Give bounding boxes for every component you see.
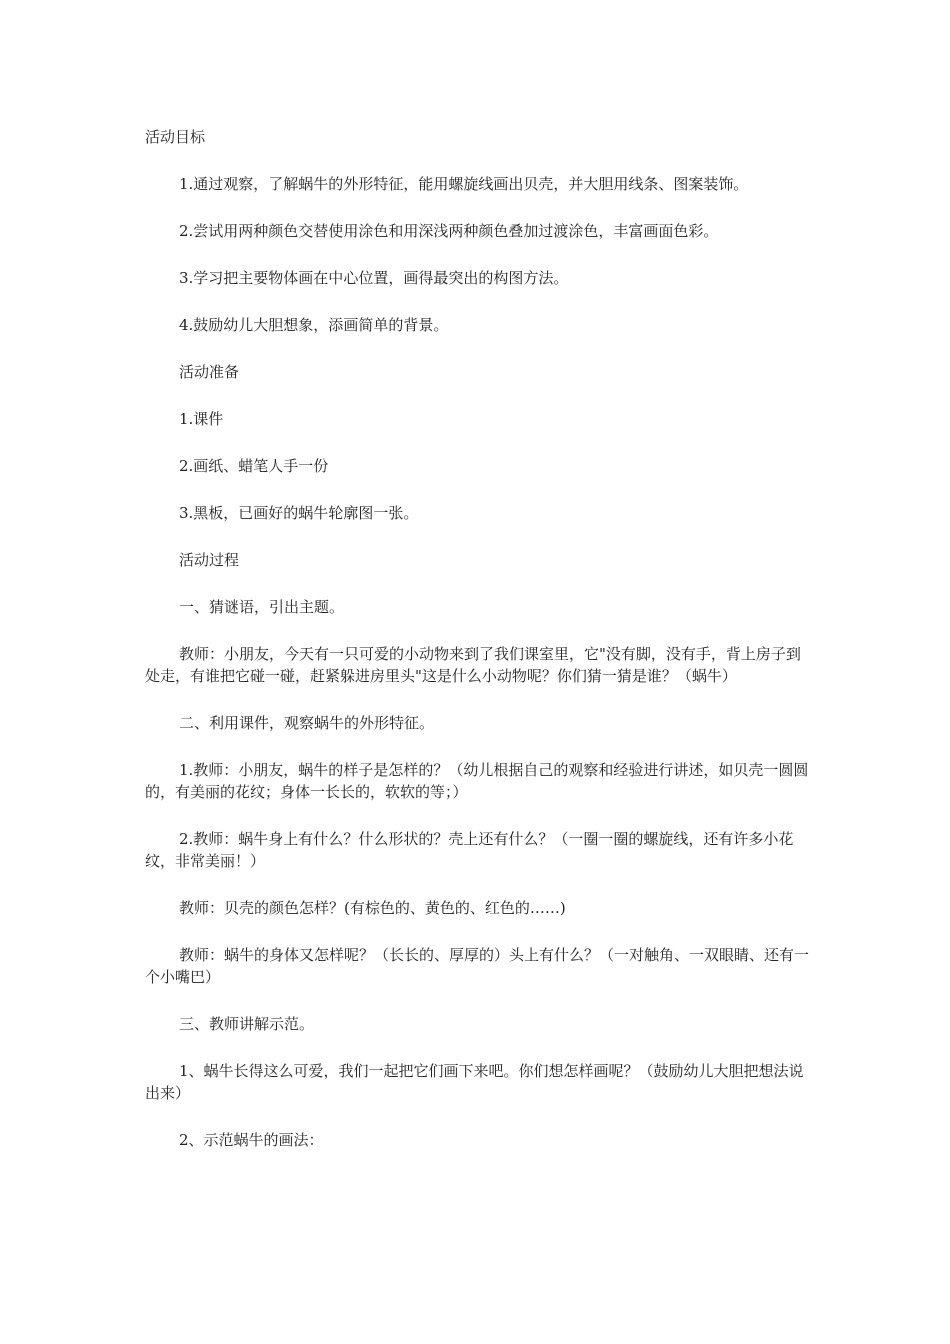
paragraph: 3.学习把主要物体画在中心位置，画得最突出的构图方法。	[179, 269, 569, 287]
paragraph: 一、猜谜语，引出主题。	[179, 598, 345, 616]
paragraph: 三、教师讲解示范。	[179, 1015, 315, 1033]
paragraph: 教师：小朋友，今天有一只可爱的小动物来到了我们课室里，它"没有脚，没有手，背上房子到处走，有谁把它碰一碰，赶紧躲进房里头"这是什么小动物呢？你们猜一猜是谁？（蜗牛）	[145, 645, 801, 685]
paragraph: 1.课件	[179, 410, 224, 428]
paragraph: 2.教师：蜗牛身上有什么？什么形状的？壳上还有什么？（一圈一圈的螺旋线，还有许多小花纹，非常美丽！）	[145, 830, 794, 870]
paragraph: 二、利用课件，观察蜗牛的外形特征。	[179, 714, 435, 732]
paragraph: 2.尝试用两种颜色交替使用涂色和用深浅两种颜色叠加过渡涂色，丰富画面色彩。	[179, 222, 719, 240]
paragraph: 2.画纸、蜡笔人手一份	[179, 457, 329, 475]
paragraph: 2、示范蜗牛的画法：	[179, 1131, 324, 1149]
section-heading-goals: 活动目标	[145, 128, 206, 146]
section-heading-preparation: 活动准备	[179, 363, 240, 381]
section-heading-process: 活动过程	[179, 551, 240, 569]
paragraph: 教师：蜗牛的身体又怎样呢？（长长的、厚厚的）头上有什么？（一对触角、一双眼睛、还有一个小嘴巴）	[145, 946, 810, 986]
paragraph: 1.通过观察，了解蜗牛的外形特征，能用螺旋线画出贝壳，并大胆用线条、图案装饰。	[179, 175, 749, 193]
document-body	[145, 126, 810, 1176]
paragraph: 4.鼓励幼儿大胆想象，添画简单的背景。	[179, 316, 449, 334]
paragraph: 1、蜗牛长得这么可爱，我们一起把它们画下来吧。你们想怎样画呢？（鼓励幼儿大胆把想法说出来）	[145, 1062, 804, 1102]
paragraph: 3.黑板，已画好的蜗牛轮廓图一张。	[179, 504, 419, 522]
paragraph: 教师：贝壳的颜色怎样？(有棕色的、黄色的、红色的……)	[179, 899, 566, 917]
paragraph: 1.教师：小朋友，蜗牛的样子是怎样的？（幼儿根据自己的观察和经验进行讲述，如贝壳一圆圆的，有美丽的花纹；身体一长长的，软软的等；）	[145, 761, 809, 801]
